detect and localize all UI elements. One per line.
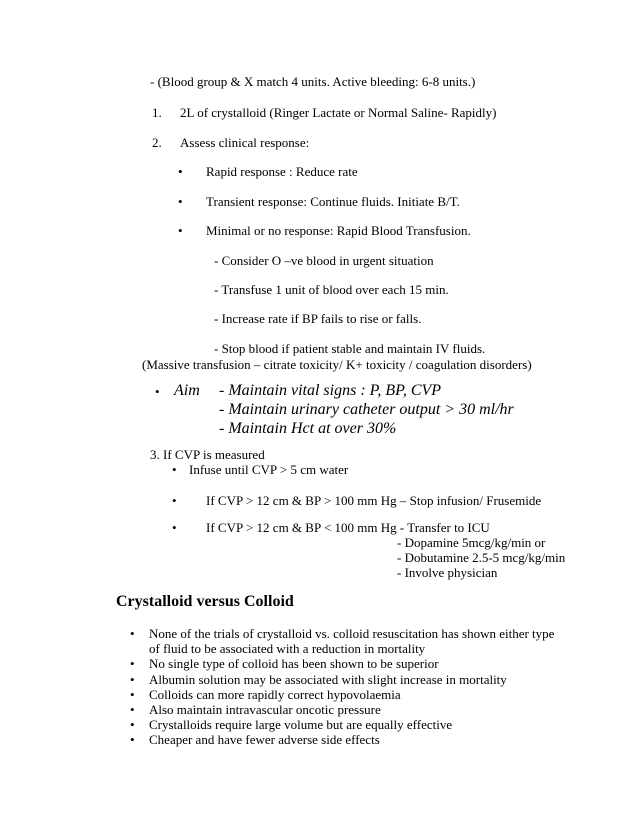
cvp-heading: 3. If CVP is measured: [150, 447, 265, 462]
list-item: No single type of colloid has been shown to be superior: [149, 656, 439, 671]
bullet-icon: •: [130, 732, 135, 747]
list-item-continuation: of fluid to be associated with a reduction in mortality: [149, 641, 426, 656]
rapid-response-line: Rapid response : Reduce rate: [206, 164, 358, 179]
bullet-icon: •: [172, 493, 177, 508]
list-item: Albumin solution may be associated with slight increase in mortality: [149, 672, 507, 687]
bullet-icon: •: [178, 223, 183, 238]
cvp-low-bp-line: If CVP > 12 cm & BP < 100 mm Hg - Transfer to ICU: [206, 520, 490, 535]
bullet-icon: •: [130, 717, 135, 732]
list-item: None of the trials of crystalloid vs. colloid resuscitation has shown either type: [149, 626, 555, 641]
assess-line: Assess clinical response:: [180, 135, 310, 150]
transient-response-line: Transient response: Continue fluids. Initiate B/T.: [206, 194, 460, 209]
infuse-line: Infuse until CVP > 5 cm water: [189, 462, 349, 477]
dopamine-line: - Dopamine 5mcg/kg/min or: [397, 535, 546, 550]
minimal-response-line: Minimal or no response: Rapid Blood Transfusion.: [206, 223, 471, 238]
stop-line: - Stop blood if patient stable and maintain IV fluids.: [214, 341, 486, 356]
bullet-icon: •: [155, 384, 160, 399]
consider-line: - Consider O –ve blood in urgent situation: [214, 253, 434, 268]
transfuse-line: - Transfuse 1 unit of blood over each 15 min.: [214, 282, 449, 297]
increase-line: - Increase rate if BP fails to rise or falls.: [214, 311, 422, 326]
bullet-icon: •: [130, 626, 135, 641]
bullet-icon: •: [130, 672, 135, 687]
cvp-high-bp-line: If CVP > 12 cm & BP > 100 mm Hg – Stop infusion/ Frusemide: [206, 493, 542, 508]
section-title: Crystalloid versus Colloid: [116, 593, 294, 610]
aim-hct: - Maintain Hct at over 30%: [219, 420, 397, 437]
bullet-icon: •: [178, 164, 183, 179]
item-number-1: 1.: [152, 105, 162, 120]
list-item: Cheaper and have fewer adverse side effects: [149, 732, 380, 747]
bullet-icon: •: [178, 194, 183, 209]
aim-vital-signs: - Maintain vital signs : P, BP, CVP: [219, 382, 442, 399]
list-item: Colloids can more rapidly correct hypovolaemia: [149, 687, 401, 702]
aim-urinary-output: - Maintain urinary catheter output > 30 ml/hr: [219, 401, 514, 418]
crystalloid-line: 2L of crystalloid (Ringer Lactate or Normal Saline- Rapidly): [180, 105, 497, 120]
item-number-2: 2.: [152, 135, 162, 150]
aim-label: Aim: [174, 382, 200, 399]
bullet-icon: •: [172, 520, 177, 535]
bullet-icon: •: [172, 462, 177, 477]
list-item: Crystalloids require large volume but are equally effective: [149, 717, 453, 732]
bullet-icon: •: [130, 687, 135, 702]
dobutamine-line: - Dobutamine 2.5-5 mcg/kg/min: [397, 550, 566, 565]
list-item: Also maintain intravascular oncotic pressure: [149, 702, 381, 717]
physician-line: - Involve physician: [397, 565, 498, 580]
blood-group-line: - (Blood group & X match 4 units. Active bleeding: 6-8 units.): [150, 74, 476, 89]
bullet-icon: •: [130, 702, 135, 717]
bullet-icon: •: [130, 656, 135, 671]
massive-transfusion-line: (Massive transfusion – citrate toxicity/ K+ toxicity / coagulation disorders): [142, 357, 532, 372]
